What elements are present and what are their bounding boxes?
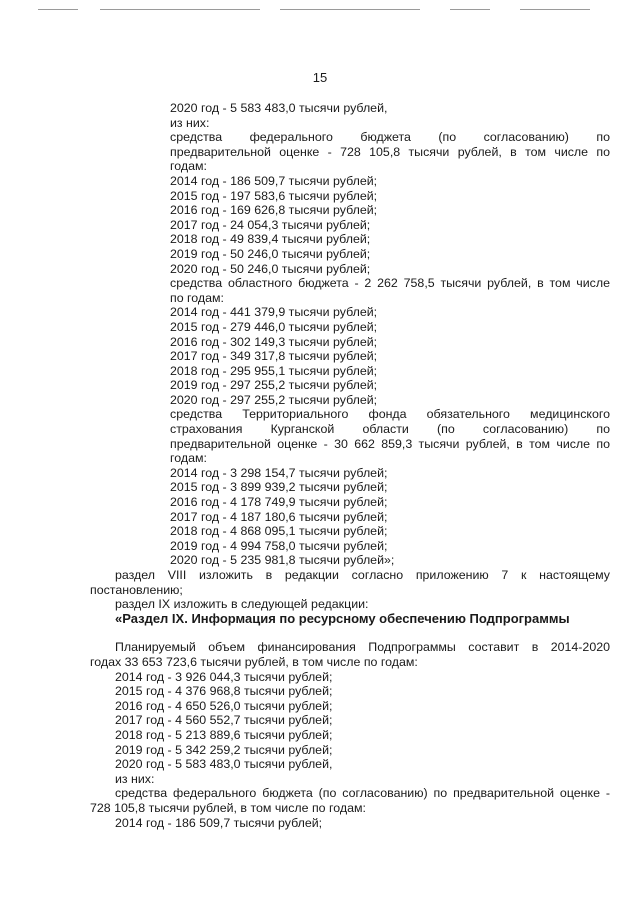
planned-line: годах 33 653 723,6 тысячи рублей, в том числе по годам: — [90, 654, 418, 669]
federal-year-line: 2015 год - 197 583,6 тысячи рублей; — [170, 188, 378, 203]
federal-year-line: 2019 год - 50 246,0 тысячи рублей; — [170, 246, 371, 261]
scan-artifact-header — [0, 0, 640, 14]
text-line: средства Территориального фонда обязательного медицинского — [170, 407, 610, 422]
text-line: 2020 год - 5 583 483,0 тысячи рублей, — [170, 101, 388, 115]
fund-year-line: 2014 год - 3 298 154,7 тысячи рублей; — [170, 465, 388, 480]
text-line: из них: — [170, 115, 210, 130]
regional-year-line: 2019 год - 297 255,2 тысячи рублей; — [170, 378, 378, 393]
section8-line: постановлению; — [90, 582, 183, 597]
text-line: страхования Курганской области (по согласованию) по — [170, 422, 610, 437]
federal-year-line: 2018 год - 49 839,4 тысячи рублей; — [170, 232, 371, 247]
text-line: годам: — [170, 451, 207, 466]
page-number: 15 — [312, 70, 328, 85]
fund-year-line: 2019 год - 4 994 758,0 тысячи рублей; — [170, 538, 388, 553]
total-year-line: 2014 год - 3 926 044,3 тысячи рублей; — [115, 669, 333, 684]
total-year-line: 2020 год - 5 583 483,0 тысячи рублей, — [115, 757, 333, 772]
fund-year-line: 2018 год - 4 868 095,1 тысячи рублей; — [170, 524, 388, 539]
text-line: по годам: — [170, 290, 224, 305]
federal2-line: 728 105,8 тысячи рублей, в том числе по годам: — [90, 800, 366, 815]
total-year-line: 2018 год - 5 213 889,6 тысячи рублей; — [115, 727, 333, 742]
section8-line: раздел VIII изложить в редакции согласно приложению 7 к настоящему — [115, 568, 610, 582]
regional-year-line: 2014 год - 441 379,9 тысячи рублей; — [170, 305, 378, 320]
federal-year-line: 2014 год - 186 509,7 тысячи рублей; — [170, 173, 378, 188]
planned-line: Планируемый объем финансирования Подпрограммы составит в 2014-2020 — [115, 640, 610, 655]
total-year-line: 2019 год - 5 342 259,2 тысячи рублей; — [115, 742, 333, 757]
fund-year-line: 2017 год - 4 187 180,6 тысячи рублей; — [170, 509, 388, 524]
text-line: из них: — [115, 771, 155, 786]
text-line: средства областного бюджета - 2 262 758,5 тысячи рублей, в том числе — [170, 276, 610, 291]
federal2-line: средства федерального бюджета (по согласованию) по предварительной оценке - — [115, 786, 610, 801]
text-line: средства федерального бюджета (по согласованию) по — [170, 130, 610, 145]
federal-year-line: 2017 год - 24 054,3 тысячи рублей; — [170, 217, 371, 232]
federal-year-line: 2016 год - 169 626,8 тысячи рублей; — [170, 203, 378, 218]
scan-artifact-dash — [520, 9, 590, 10]
text-line: предварительной оценке - 728 105,8 тысячи рублей, в том числе по — [170, 144, 610, 159]
text-line: предварительной оценке - 30 662 859,3 тысячи рублей, в том числе по — [170, 436, 610, 451]
fund-year-line: 2020 год - 5 235 981,8 тысячи рублей»; — [170, 553, 395, 568]
text-line: 2014 год - 186 509,7 тысячи рублей; — [115, 815, 323, 830]
federal-year-line: 2020 год - 50 246,0 тысячи рублей; — [170, 261, 371, 276]
total-year-line: 2017 год - 4 560 552,7 тысячи рублей; — [115, 713, 333, 728]
fund-year-line: 2016 год - 4 178 749,9 тысячи рублей; — [170, 495, 388, 510]
scan-artifact-dash — [38, 9, 78, 10]
total-year-line: 2016 год - 4 650 526,0 тысячи рублей; — [115, 698, 333, 713]
regional-year-line: 2018 год - 295 955,1 тысячи рублей; — [170, 363, 378, 378]
scan-artifact-dash — [100, 9, 260, 10]
total-year-line: 2015 год - 4 376 968,8 тысячи рублей; — [115, 684, 333, 699]
scan-artifact-dash — [450, 9, 490, 10]
fund-year-line: 2015 год - 3 899 939,2 тысячи рублей; — [170, 480, 388, 495]
regional-year-line: 2017 год - 349 317,8 тысячи рублей; — [170, 349, 378, 364]
text-line: годам: — [170, 159, 207, 174]
regional-year-line: 2020 год - 297 255,2 тысячи рублей; — [170, 392, 378, 407]
section9-heading: «Раздел IX. Информация по ресурсному обеспечению Подпрограммы — [115, 610, 570, 626]
regional-year-line: 2015 год - 279 446,0 тысячи рублей; — [170, 319, 378, 334]
document-body — [90, 101, 610, 830]
section9-intro: раздел IX изложить в следующей редакции: — [115, 597, 369, 612]
regional-year-line: 2016 год - 302 149,3 тысячи рублей; — [170, 334, 378, 349]
scan-artifact-dash — [280, 9, 420, 10]
